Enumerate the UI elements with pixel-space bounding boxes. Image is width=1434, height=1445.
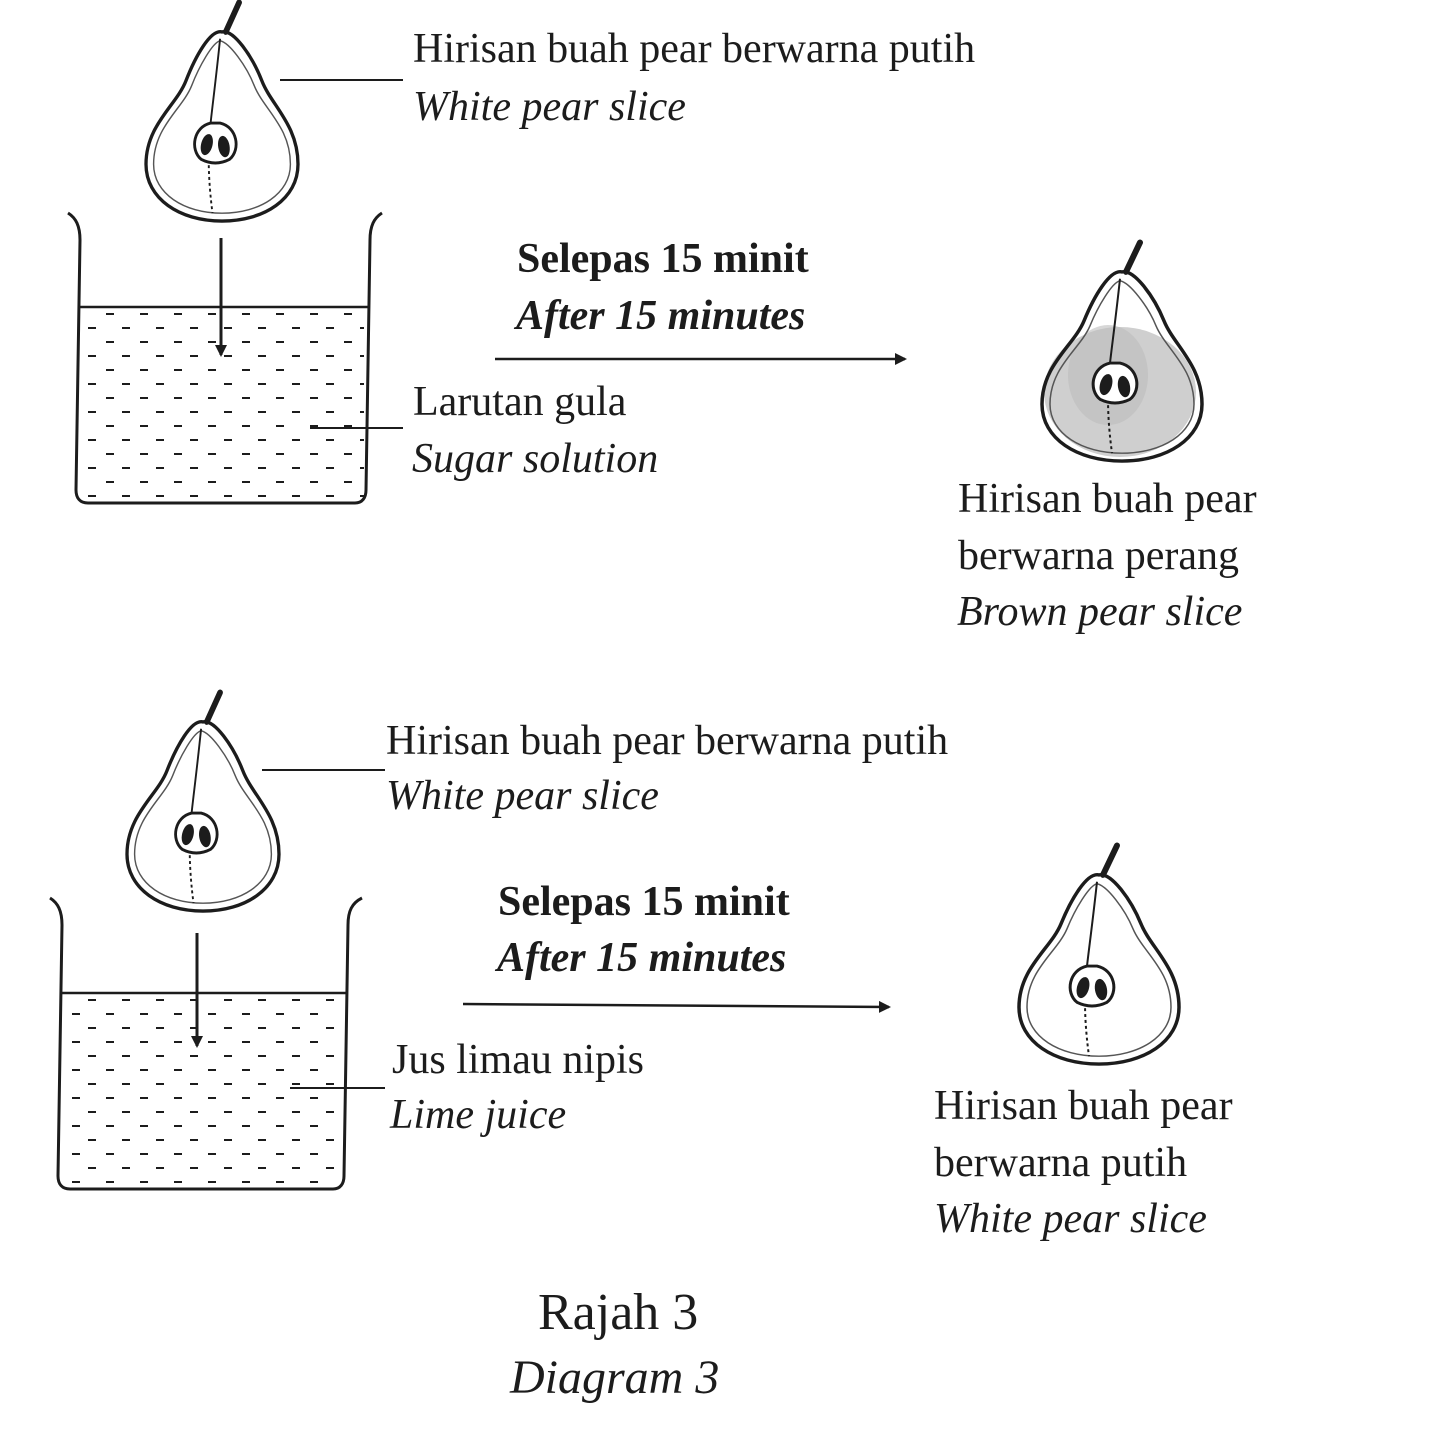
top-time-label-ms: Selepas 15 minit [517, 236, 809, 282]
caption-en: Diagram 3 [510, 1351, 720, 1404]
white-slice-label-ms-line1: Hirisan buah pear [934, 1083, 1233, 1129]
brown-slice-label-ms-line1: Hirisan buah pear [958, 476, 1257, 522]
top-fresh-slice-label-ms: Hirisan buah pear berwarna putih [413, 26, 976, 72]
top-time-label-en: After 15 minutes [516, 293, 806, 339]
top-fresh-slice-label-en: White pear slice [413, 84, 686, 130]
bottom-fresh-slice-label-en: White pear slice [386, 773, 659, 819]
white-slice-label-en: White pear slice [934, 1196, 1207, 1242]
sugar-solution-label-ms: Larutan gula [413, 379, 627, 425]
sugar-solution-liquid [82, 312, 364, 498]
sugar-solution-label-en: Sugar solution [412, 436, 659, 482]
lime-juice-label-en: Lime juice [390, 1092, 567, 1138]
bottom-time-label-en: After 15 minutes [497, 935, 787, 981]
caption-ms: Rajah 3 [538, 1284, 699, 1341]
lime-juice-label-ms: Jus limau nipis [392, 1037, 645, 1083]
brown-pear-slice [1042, 243, 1202, 462]
bottom-time-label-ms: Selepas 15 minit [498, 879, 790, 925]
bottom-fresh-pear-slice [127, 693, 279, 912]
white-pear-slice-result [1019, 846, 1179, 1065]
bottom-time-arrow [463, 1004, 889, 1007]
top-fresh-pear-slice [146, 2, 298, 221]
lime-juice-liquid [64, 998, 344, 1184]
brown-slice-label-en: Brown pear slice [957, 589, 1243, 635]
brown-slice-label-ms-line2: berwarna perang [958, 533, 1239, 579]
white-slice-label-ms-line2: berwarna putih [934, 1140, 1188, 1186]
bottom-fresh-slice-label-ms: Hirisan buah pear berwarna putih [386, 718, 949, 764]
